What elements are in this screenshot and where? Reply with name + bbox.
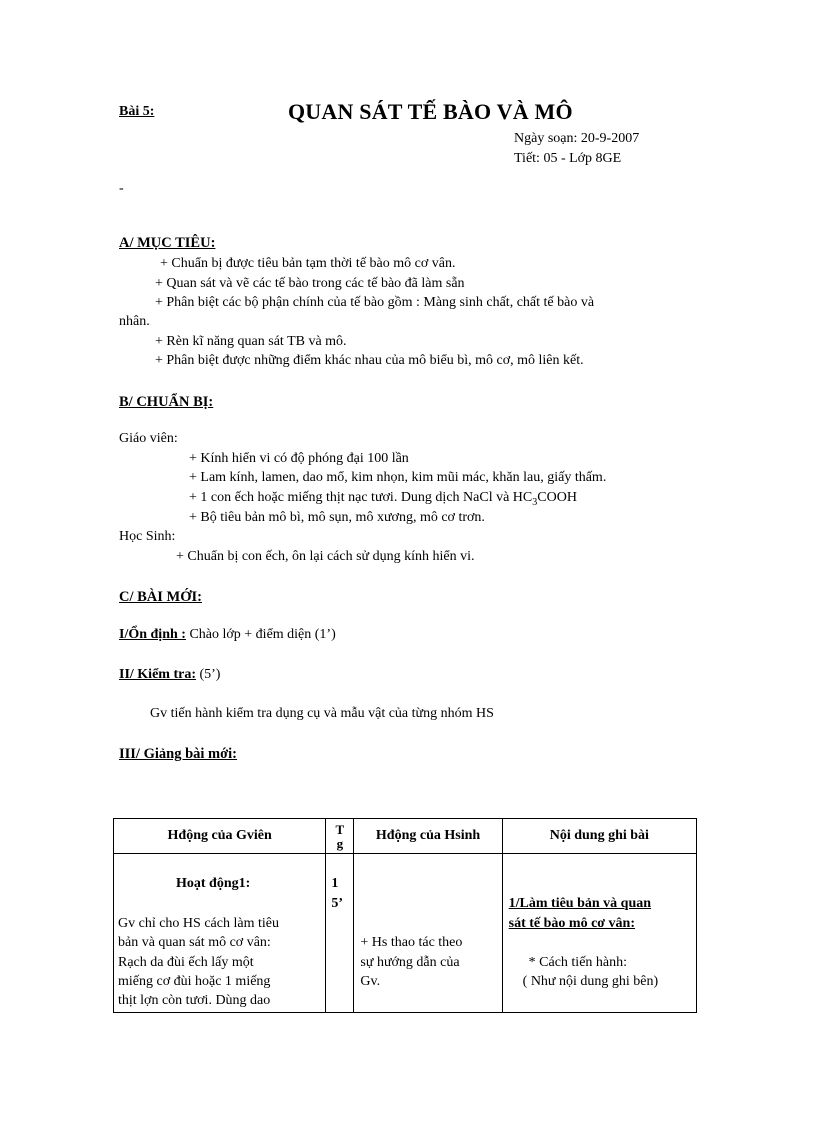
- objectives-heading: A/ MỤC TIÊU:: [119, 235, 216, 251]
- teacher-line: bản và quan sát mô cơ vân:: [118, 935, 271, 950]
- student-activity-cell: [354, 854, 502, 1013]
- objective-item: + Chuẩn bị được tiêu bản tạm thời tế bào mô cơ vân.: [160, 256, 456, 271]
- teacher-item: + Lam kính, lamen, dao mổ, kim nhọn, kim mũi mác, khăn lau, giấy thấm.: [189, 470, 607, 485]
- student-line: + Hs thao tác theo: [360, 935, 463, 950]
- student-line: Gv.: [360, 974, 381, 989]
- objective-item: nhân.: [119, 314, 150, 329]
- objective-item: + Rèn kĩ năng quan sát TB và mô.: [155, 334, 347, 349]
- objective-item: + Phân biệt được những điểm khác nhau của mô biểu bì, mô cơ, mô liên kết.: [155, 353, 584, 368]
- stabilize-text: Chào lớp + điểm diện (1’): [185, 627, 336, 642]
- time-cell: [326, 854, 354, 1013]
- table-header-row: [114, 819, 697, 854]
- teacher-item-with-formula: [189, 490, 577, 508]
- content-title-line: 1/Làm tiêu bản và quan: [508, 896, 652, 911]
- teacher-item: + Kính hiển vi có độ phóng đại 100 lần: [189, 451, 409, 466]
- teacher-activity-cell: [114, 854, 326, 1013]
- formula-tail: COOH: [537, 490, 577, 505]
- formula-subscript: 3: [532, 496, 538, 508]
- time-value-line: 1: [331, 876, 339, 891]
- header-time-t: T: [335, 822, 345, 837]
- student-item: + Chuẩn bị con ếch, ôn lại cách sử dụng kính hiển vi.: [176, 549, 475, 564]
- header-student-activity: Hđộng của Hsinh: [354, 819, 502, 854]
- check-line: [119, 667, 220, 683]
- content-cell: [502, 854, 696, 1013]
- stabilize-line: [119, 627, 336, 643]
- header-content: Nội dung ghi bài: [502, 819, 696, 854]
- check-body: Gv tiến hành kiểm tra dụng cụ và mẫu vật của từng nhóm HS: [150, 706, 494, 721]
- teacher-item-text: + 1 con ếch hoặc miếng thịt nạc tươi. Dung dịch NaCl và HC: [189, 490, 533, 505]
- header-teacher-activity: Hđộng của Gviên: [114, 819, 326, 854]
- teacher-item: + Bộ tiêu bản mô bì, mô sụn, mô xương, mô cơ trơn.: [189, 510, 485, 525]
- lesson-number: Bài 5:: [119, 104, 155, 119]
- check-label: II/ Kiểm tra:: [119, 667, 196, 682]
- check-text: (5’): [195, 667, 221, 682]
- dash-mark: -: [119, 181, 124, 196]
- teacher-label: Giáo viên:: [119, 431, 178, 446]
- student-line: sự hướng dẫn của: [360, 955, 460, 970]
- teacher-line: miếng cơ đùi hoặc 1 miếng: [118, 974, 271, 989]
- page-title: QUAN SÁT TẾ BÀO VÀ MÔ: [288, 99, 573, 124]
- new-lesson-heading: C/ BÀI MỚI:: [119, 589, 202, 605]
- content-title-line: sát tế bào mô cơ vân:: [508, 916, 636, 931]
- time-value-line: 5’: [331, 896, 344, 911]
- header-time: [326, 819, 354, 854]
- objective-item: + Phân biệt các bộ phận chính của tế bào gồm : Màng sinh chất, chất tế bào và: [155, 295, 595, 310]
- student-label: Học Sinh:: [119, 529, 176, 544]
- teacher-line: thịt lợn còn tươi. Dùng dao: [118, 993, 271, 1008]
- content-line: ( Như nội dung ghi bên): [522, 974, 659, 989]
- teach-heading: III/ Giảng bài mới:: [119, 746, 238, 762]
- header-time-g: g: [336, 836, 344, 851]
- teacher-line: Gv chỉ cho HS cách làm tiêu: [118, 916, 279, 931]
- stabilize-label: I/Ổn định :: [119, 627, 186, 642]
- activity-title: Hoạt động1:: [176, 876, 251, 891]
- lesson-table: [113, 818, 697, 1013]
- prep-date: Ngày soạn: 20-9-2007: [514, 131, 640, 146]
- period-info: Tiết: 05 - Lớp 8GE: [514, 151, 622, 166]
- objective-item: + Quan sát và vẽ các tế bào trong các tế bào đã làm sẵn: [155, 276, 465, 291]
- teacher-line: Rạch da đùi ếch lấy một: [118, 955, 254, 970]
- content-line: * Cách tiến hành:: [528, 955, 628, 970]
- table-row: [114, 854, 697, 1013]
- preparation-heading: B/ CHUẨN BỊ:: [119, 394, 214, 410]
